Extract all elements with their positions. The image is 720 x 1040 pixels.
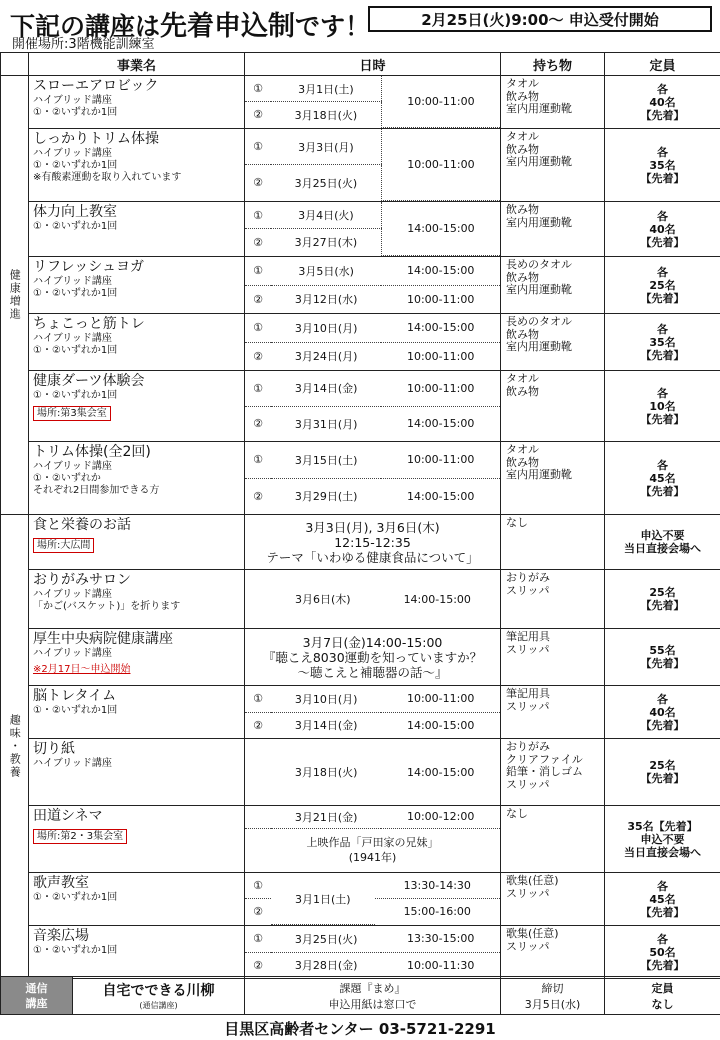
course-name: 音楽広場 xyxy=(33,928,89,944)
course-cell: 切り紙 ハイブリッド講座 xyxy=(29,739,245,806)
capacity-cell: 各 35名 【先着】 xyxy=(605,129,720,202)
course-name: 歌声教室 xyxy=(33,875,89,891)
datetime-cell: ① 3月1日(土) 10:00-11:00 ② 3月18日(火) xyxy=(245,76,501,129)
course-cell xyxy=(29,515,245,570)
items-cell: おりがみ クリアファイル 鉛筆・消しゴム スリッパ xyxy=(501,739,605,806)
correspondence-deadline: 締切 3月5日(水) xyxy=(501,977,605,1015)
correspondence-course-row xyxy=(0,976,720,1015)
footer-contact: 目黒区高齢者センター 03-5721-2291 xyxy=(224,1020,496,1038)
table-row xyxy=(1,442,720,515)
datetime-cell: ① 3月5日(水) 14:00-15:00 ② 3月12日(水) 10:00-11:00 xyxy=(245,257,501,314)
items-cell: なし xyxy=(501,806,605,873)
items-cell: タオル 飲み物 室内用運動靴 xyxy=(501,129,605,202)
items-cell: 筆記用具 スリッパ xyxy=(501,686,605,739)
items-cell: おりがみ スリッパ xyxy=(501,570,605,629)
capacity-cell: 各 45名 【先着】 xyxy=(605,442,720,515)
table-row xyxy=(1,739,720,806)
datetime-cell: ① 3月10日(月) 10:00-11:00 ② 3月14日(金) 14:00-15:00 xyxy=(245,686,501,739)
items-cell: タオル 飲み物 室内用運動靴 xyxy=(501,442,605,515)
datetime-cell: ① 3月14日(金) 10:00-11:00 ② 3月31日(月) 14:00-15:00 xyxy=(245,371,501,442)
table-row xyxy=(1,806,720,873)
items-cell: 歌集(任意) スリッパ xyxy=(501,873,605,926)
datetime-cell: ① 3月3日(月) 10:00-11:00 ② 3月25日(火) xyxy=(245,129,501,202)
capacity-cell: 55名 【先着】 xyxy=(605,629,720,686)
capacity-cell: 各 40名 【先着】 xyxy=(605,686,720,739)
correspondence-badge: 通信 講座 xyxy=(1,977,73,1015)
course-cell: スローエアロビック ハイブリッド講座 ①・②いずれか1回 xyxy=(29,76,245,129)
col-datetime: 日時 xyxy=(245,53,501,76)
course-name: 体力向上教室 xyxy=(33,204,117,220)
datetime-cell: 3月7日(金)14:00-15:00 『聴こえ8030運動を知っていますか？ ～聴こえと補聴器の話～』 xyxy=(245,629,501,686)
page-title: 下記の講座は先着申込制です！ xyxy=(10,11,371,42)
items-cell: なし xyxy=(501,515,605,570)
course-cell: 健康ダーツ体験会 ①・②いずれか1回 場所:第3集会室 xyxy=(29,371,245,442)
capacity-cell: 各 10名 【先着】 xyxy=(605,371,720,442)
table-row xyxy=(1,926,720,979)
course-name: しっかりトリム体操 xyxy=(33,131,159,147)
category-health: 健康増進 xyxy=(1,76,29,515)
table-row xyxy=(1,129,720,202)
course-cell: 体力向上教室 ①・②いずれか1回 xyxy=(29,202,245,257)
capacity-cell: 申込不要 当日直接会場へ xyxy=(605,515,720,570)
col-items: 持ち物 xyxy=(501,53,605,76)
place-label: 場所:大広間 xyxy=(33,538,94,553)
capacity-cell: 25名 【先着】 xyxy=(605,570,720,629)
datetime-cell: 3月6日(木) 14:00-15:00 xyxy=(245,570,501,629)
items-cell: 飲み物 室内用運動靴 xyxy=(501,202,605,257)
items-cell: 歌集(任意) スリッパ xyxy=(501,926,605,979)
application-start-box: 2月25日(火)9:00～ 申込受付開始 xyxy=(368,6,712,32)
capacity-cell: 各 35名 【先着】 xyxy=(605,314,720,371)
datetime-cell: 3月3日(月), 3月6日(木) 12:15-12:35 テーマ「いわゆる健康食品について」 xyxy=(245,515,501,570)
course-cell xyxy=(29,806,245,873)
course-cell: リフレッシュヨガ ハイブリッド講座 ①・②いずれか1回 xyxy=(29,257,245,314)
datetime-cell: ① 3月4日(火) 14:00-15:00 ② 3月27日(木) xyxy=(245,202,501,257)
capacity-cell: 各 40名 【先着】 xyxy=(605,202,720,257)
capacity-cell: 25名 【先着】 xyxy=(605,739,720,806)
table-row xyxy=(1,76,720,129)
course-cell: 厚生中央病院健康講座 ハイブリッド講座 ※2月17日～申込開始 xyxy=(29,629,245,686)
datetime-cell: 3月21日(金) 10:00-12:00 上映作品「戸田家の兄妹」 (1941年) xyxy=(245,806,501,873)
course-name: 脳トレタイム xyxy=(33,688,117,704)
datetime-cell: ① 3月25日(火) 13:30-15:00 ② 3月28日(金) 10:00-11:30 xyxy=(245,926,501,979)
course-name: おりがみサロン xyxy=(33,572,131,588)
table-row xyxy=(1,515,720,570)
capacity-cell: 各 40名 【先着】 xyxy=(605,76,720,129)
table-row xyxy=(1,686,720,739)
table-row xyxy=(1,371,720,442)
correspondence-capacity: 定員 なし xyxy=(605,977,720,1015)
datetime-cell: 3月18日(火) 14:00-15:00 xyxy=(245,739,501,806)
table-header xyxy=(1,53,720,76)
course-name: 切り紙 xyxy=(33,741,75,757)
course-cell: 歌声教室 ①・②いずれか1回 xyxy=(29,873,245,926)
course-name: ちょこっと筋トレ xyxy=(33,316,145,332)
table-row xyxy=(1,570,720,629)
items-cell: 長めのタオル 飲み物 室内用運動靴 xyxy=(501,257,605,314)
table-row xyxy=(1,257,720,314)
course-cell: トリム体操(全2回) ハイブリッド講座 ①・②いずれか それぞれ2日間参加できる方 xyxy=(29,442,245,515)
course-name: 健康ダーツ体験会 xyxy=(33,373,145,389)
col-name: 事業名 xyxy=(29,53,245,76)
course-name: 食と栄養のお話 xyxy=(33,517,131,533)
capacity-cell: 各 25名 【先着】 xyxy=(605,257,720,314)
course-cell: しっかりトリム体操 ハイブリッド講座 ①・②いずれか1回 ※有酸素運動を取り入れています xyxy=(29,129,245,202)
datetime-cell: ① 3月1日(土) 13:30-14:30 ② 15:00-16:00 xyxy=(245,873,501,926)
course-table xyxy=(0,52,720,979)
course-name: 田道シネマ xyxy=(33,808,103,824)
table-row xyxy=(1,629,720,686)
place-label: 場所:第2・3集会室 xyxy=(33,829,127,844)
course-cell: 脳トレタイム ①・②いずれか1回 xyxy=(29,686,245,739)
items-cell: 長めのタオル 飲み物 室内用運動靴 xyxy=(501,314,605,371)
capacity-cell: 各 50名 【先着】 xyxy=(605,926,720,979)
table-row xyxy=(1,873,720,926)
correspondence-name: 自宅でできる川柳 (通信講座) xyxy=(73,977,245,1015)
course-cell: ちょこっと筋トレ ハイブリッド講座 ①・②いずれか1回 xyxy=(29,314,245,371)
capacity-cell: 各 45名 【先着】 xyxy=(605,873,720,926)
place-label: 場所:第3集会室 xyxy=(33,406,111,421)
correspondence-task: 課題『まめ』 申込用紙は窓口で xyxy=(245,977,501,1015)
items-cell: タオル 飲み物 xyxy=(501,371,605,442)
course-name: スローエアロビック xyxy=(33,78,159,94)
course-name: リフレッシュヨガ xyxy=(33,259,145,275)
table-row xyxy=(1,314,720,371)
course-name: トリム体操(全2回) xyxy=(33,444,151,460)
datetime-cell: ① 3月10日(月) 14:00-15:00 ② 3月24日(月) 10:00-11:00 xyxy=(245,314,501,371)
apply-start-note: ※2月17日～申込開始 xyxy=(33,664,131,675)
table-row xyxy=(1,202,720,257)
items-cell: 筆記用具 スリッパ xyxy=(501,629,605,686)
category-hobby: 趣味・教養 xyxy=(1,515,29,979)
course-cell: おりがみサロン ハイブリッド講座 「かご(バスケット)」を折ります xyxy=(29,570,245,629)
items-cell: タオル 飲み物 室内用運動靴 xyxy=(501,76,605,129)
capacity-cell: 35名【先着】 申込不要 当日直接会場へ xyxy=(605,806,720,873)
col-capacity: 定員 xyxy=(605,53,720,76)
course-cell: 音楽広場 ①・②いずれか1回 xyxy=(29,926,245,979)
venue-label: 開催場所:3階機能訓練室 xyxy=(12,37,155,52)
course-name: 厚生中央病院健康講座 xyxy=(33,631,173,647)
datetime-cell: ① 3月15日(土) 10:00-11:00 ② 3月29日(土) 14:00-15:00 xyxy=(245,442,501,515)
